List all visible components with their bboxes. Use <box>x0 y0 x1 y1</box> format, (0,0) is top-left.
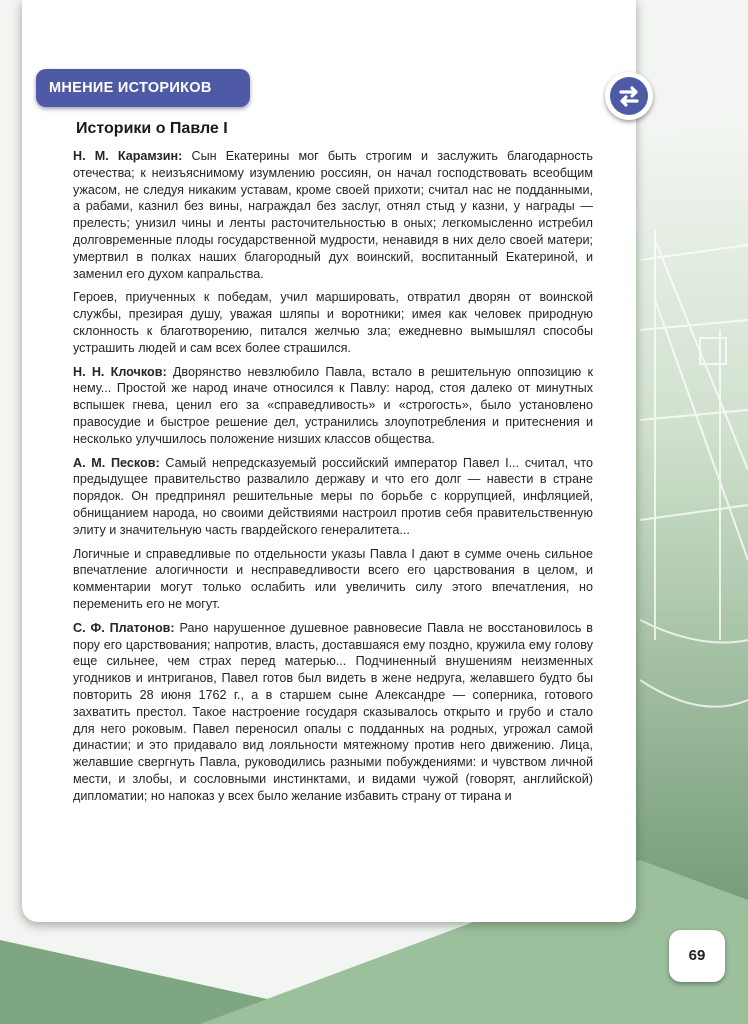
paragraph-text: Дворянство невзлюбило Павла, встало в решительную оппозицию к нему... Простой же народ иначе относился к Павлу: народ, стоя далеко от минутных вспышек гнева, ценил его за «справедливость» и «строгость», было установлено правосудие и быстрое решение дел, устранились злоупотребления и притеснения и несколько улучшилось положение низших классов общества. <box>73 364 593 446</box>
paragraph-peskov <box>73 455 593 539</box>
paragraph-text: Героев, приученных к победам, учил маршировать, отвратил дворян от воинской службы, презирая душу, уважая шляпы и воротники; имея как человек природную склонность к благотворению, питался желчью зла; ежедневно вымышлял способы устрашить людей и сам всех более страшился. <box>73 290 593 355</box>
author-name: Н. Н. Клочков: <box>73 364 167 379</box>
swap-arrows-icon[interactable] <box>605 72 653 120</box>
swap-arrows-icon-circle <box>610 77 648 115</box>
paragraph-text: Логичные и справедливые по отдельности указы Павла I дают в сумме очень сильное впечатление алогичности и несправедливости всего его царствования в целом, и комментарии могут только ослабить или увеличить силу этого впечатления, но переменить его не могут. <box>73 546 593 611</box>
author-name: Н. М. Карамзин: <box>73 149 183 163</box>
paragraph-text: Рано нарушенное душевное равновесие Павла не восстановилось в пору его царствования; напротив, власть, доставшаяся ему поздно, кружила ему голову еще сильнее, чем страх перед матерью... Подчиненный внушениям неизменных угодников и интриганов, Павел готов был видеть в жене недруга, желавшего будто бы повторить 28 июня 1762 г., а в старшем сыне Александре — соперника, готового захватить престол. Такое настроение государя сказывалось открыто и грубо и стало для него роковым. Павел переносил опалы с подданных на родных, угрожал самой династии; и это придавало вид лояльности мятежному против него движению. Лица, желавшие свергнуть Павла, руководились разными побуждениями: и чувством личной мести, и злобы, и сословными инстинктами, и видами чужой (говорят, английской) дипломатии; но напоказ у всех было желание избавить страну от тирана и <box>73 620 594 803</box>
article-body <box>73 148 593 811</box>
paragraph-text: Самый непредсказуемый российский император Павел I... считал, что предыдущее правительство развалило державу и что его долг — навести в стране порядок. Он предпринял решительные меры по борьбе с коррупцией, инфляцией, обнищанием народа, но своими действиями настроил против себя правительственную элиту и значительную часть гвардейского генералитета... <box>73 455 593 537</box>
author-name: А. М. Песков: <box>73 455 160 470</box>
paragraph-peskov-continued <box>73 546 593 613</box>
page-number: 69 <box>669 930 725 982</box>
section-badge: МНЕНИЕ ИСТОРИКОВ <box>36 69 250 107</box>
paragraph-karamzin-continued <box>73 289 593 356</box>
paragraph-karamzin <box>73 148 593 282</box>
paragraph-klochkov <box>73 364 593 448</box>
paragraph-text: Сын Екатерины мог быть строгим и заслужить благодарность отечества; к неизъяснимому изумлению россиян, он начал господствовать всеобщим ужасом, не следуя никаким уставам, кроме своей прихоти; считал нас не подданными, а рабами, казнил без вины, награждал без заслуг, отнял стыд у казни, у награды — прелесть; унизил чины и ленты расточительностью в оных; легкомысленно истребил долговременные плоды государственной мудрости, ненавидя в них дело своей матери; умертвил в полках наших благородный дух воинский, воспитанный Екатериной, и заменил его духом капральства. <box>73 149 593 281</box>
author-name: С. Ф. Платонов: <box>73 620 175 635</box>
page-heading: Историки о Павле I <box>76 120 228 137</box>
paragraph-platonov <box>73 620 593 805</box>
swap-arrows-glyph <box>610 77 648 115</box>
